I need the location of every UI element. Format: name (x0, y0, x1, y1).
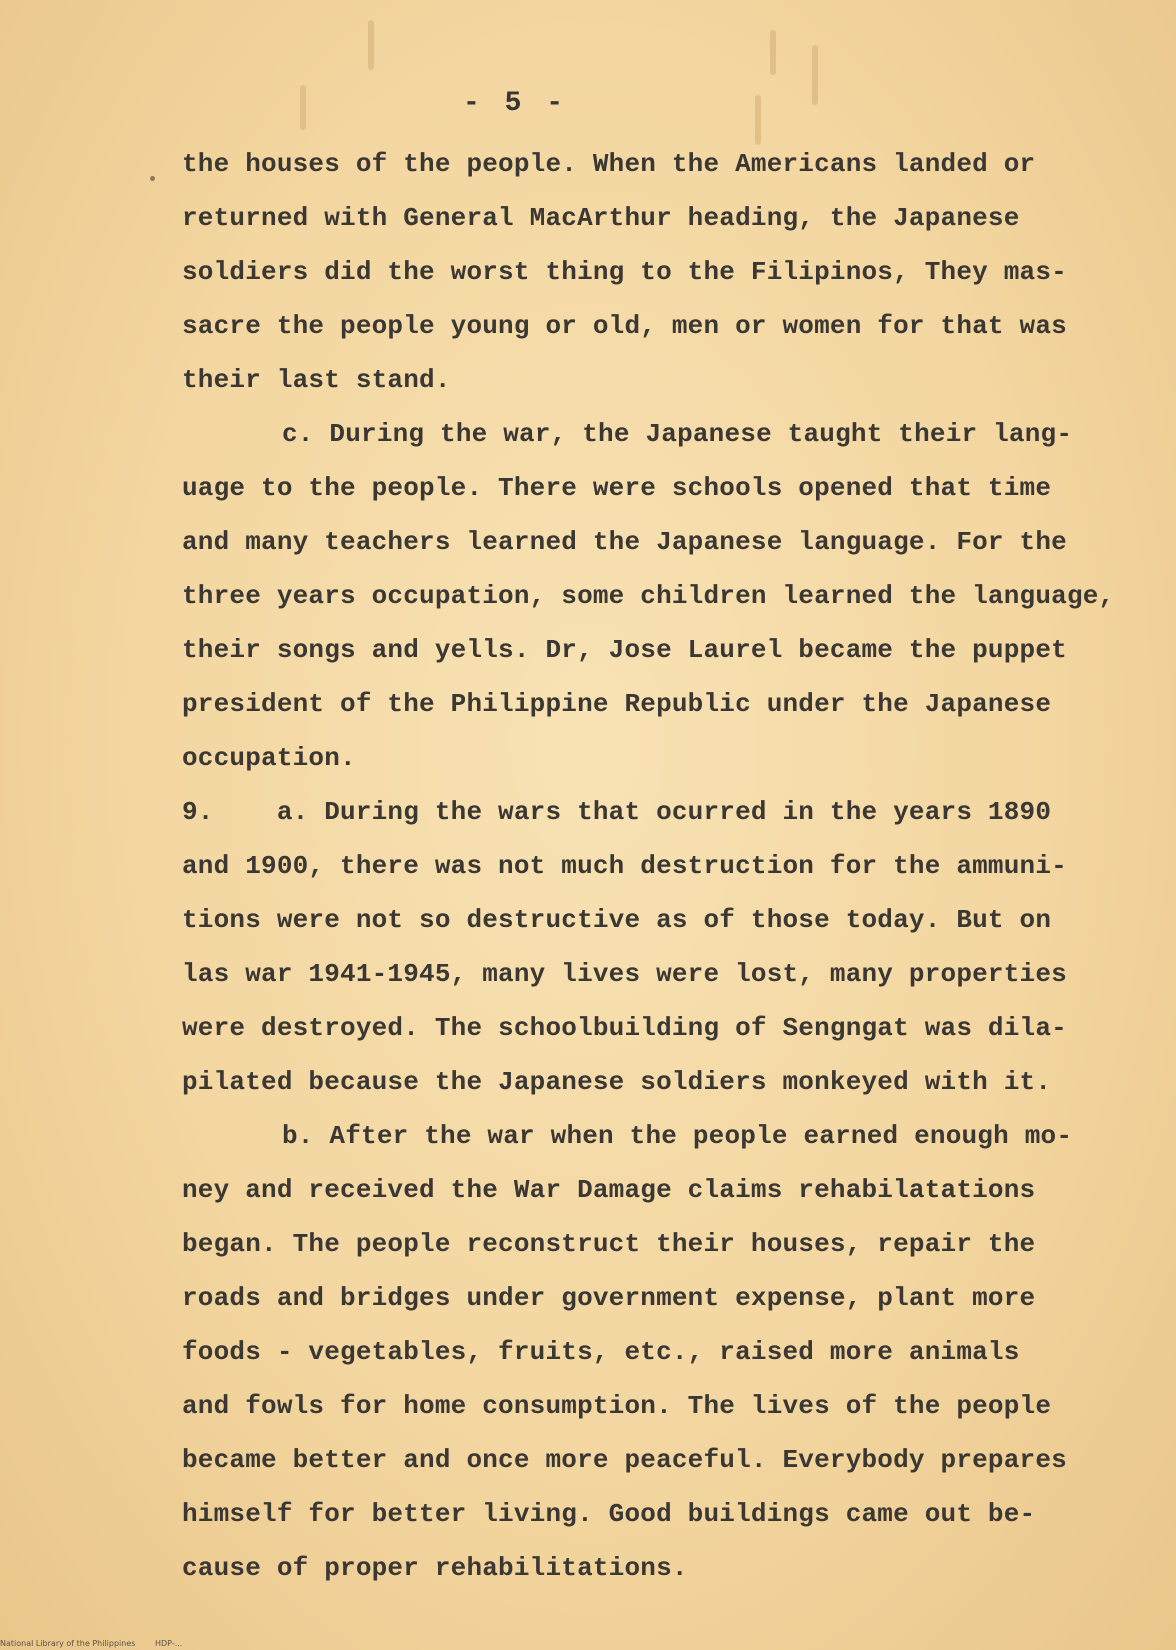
text-line: soldiers did the worst thing to the Filipinos, They mas- (182, 257, 1067, 287)
text-line: the houses of the people. When the Americans landed or (182, 149, 1036, 179)
text-line: pilated because the Japanese soldiers monkeyed with it. (182, 1067, 1052, 1097)
text-line: their songs and yells. Dr, Jose Laurel became the puppet (182, 635, 1067, 665)
text-line: ney and received the War Damage claims rehabilatations (182, 1175, 1036, 1205)
text-line: c. During the war, the Japanese taught their lang- (282, 419, 1073, 449)
paper-crease (300, 85, 306, 130)
text-line: and fowls for home consumption. The lives of the people (182, 1391, 1052, 1421)
text-line: returned with General MacArthur heading, the Japanese (182, 203, 1020, 233)
page-number: - 5 - (462, 88, 567, 119)
footer-library-note: National Library of the Philippines (0, 1639, 136, 1648)
paper-crease (770, 30, 776, 75)
text-line: began. The people reconstruct their houses, repair the (182, 1229, 1036, 1259)
footer-code: HDP-... (155, 1639, 183, 1648)
text-line: roads and bridges under government expense, plant more (182, 1283, 1036, 1313)
text-line: and 1900, there was not much destruction for the ammuni- (182, 851, 1067, 881)
text-line: foods - vegetables, fruits, etc., raised more animals (182, 1337, 1020, 1367)
text-line: became better and once more peaceful. Everybody prepares (182, 1445, 1067, 1475)
text-line: himself for better living. Good buildings came out be- (182, 1499, 1036, 1529)
text-line: sacre the people young or old, men or women for that was (182, 311, 1067, 341)
body-text (182, 137, 1122, 1595)
text-line: cause of proper rehabilitations. (182, 1553, 688, 1583)
text-line: were destroyed. The schoolbuilding of Sengngat was dila- (182, 1013, 1067, 1043)
paper-speck (150, 176, 155, 181)
text-line: occupation. (182, 743, 356, 773)
text-line: tions were not so destructive as of those today. But on (182, 905, 1052, 935)
text-line: and many teachers learned the Japanese language. For the (182, 527, 1067, 557)
text-line: president of the Philippine Republic under the Japanese (182, 689, 1052, 719)
text-line: their last stand. (182, 365, 451, 395)
paper-crease (368, 20, 374, 70)
text-line: 9. a. During the wars that ocurred in the years 1890 (182, 797, 1052, 827)
text-line: uage to the people. There were schools opened that time (182, 473, 1052, 503)
paper-crease (812, 45, 818, 105)
text-line: b. After the war when the people earned enough mo- (282, 1121, 1073, 1151)
text-line: three years occupation, some children learned the language, (182, 581, 1115, 611)
text-line: las war 1941-1945, many lives were lost, many properties (182, 959, 1067, 989)
